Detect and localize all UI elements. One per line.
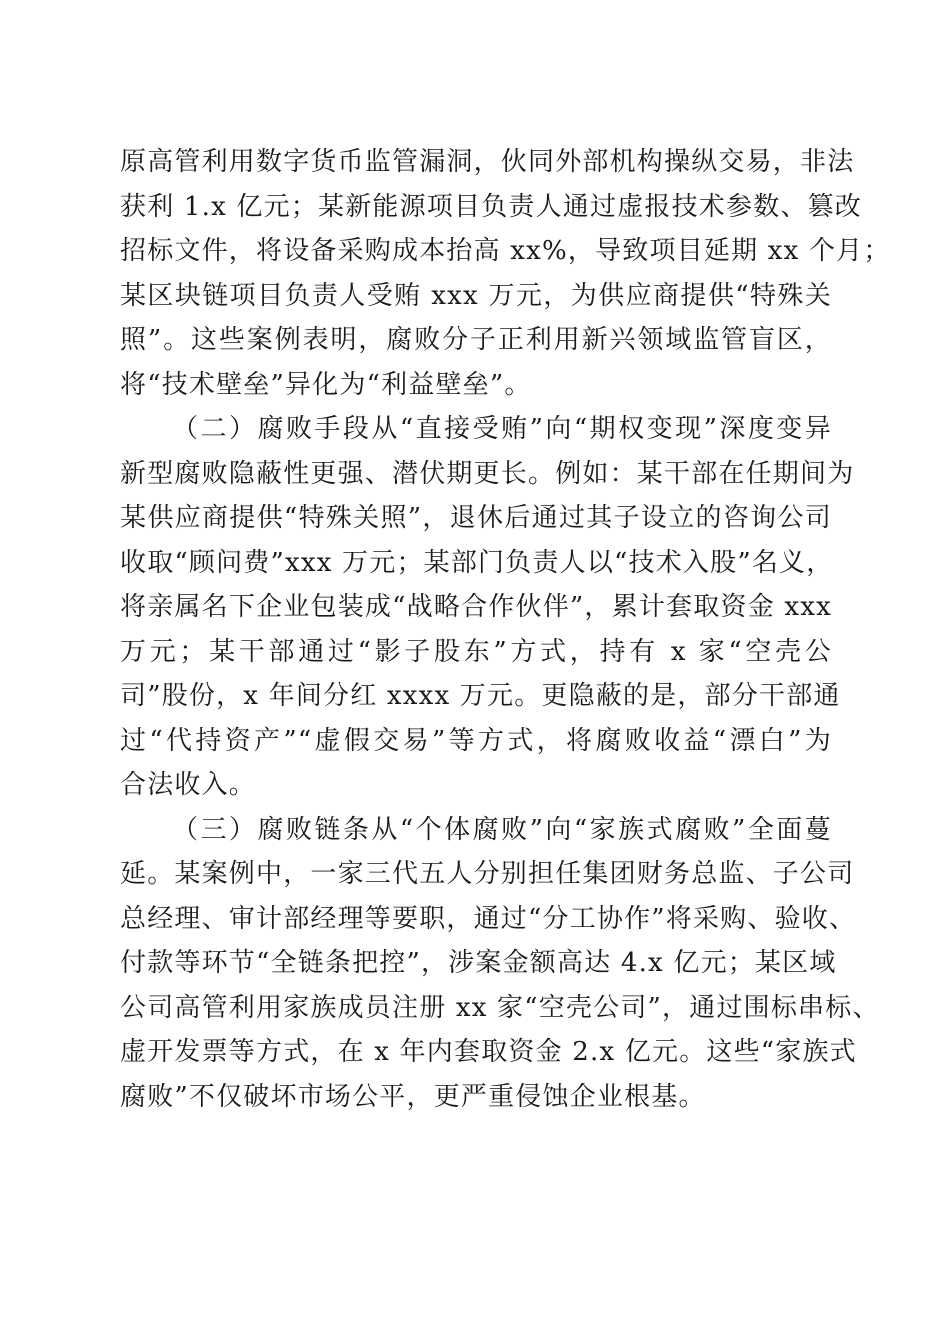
paragraph-3 [120, 808, 880, 1120]
paragraph-2 [120, 407, 855, 808]
paragraph-1 [120, 140, 891, 407]
text-line: 将亲属名下企业包装成“战略合作伙伴”，累计套取资金 xxx [120, 592, 832, 622]
text-line: 虚开发票等方式，在 x 年内套取资金 2.x 亿元。这些“家族式 [120, 1037, 857, 1067]
text-line: 司”股份，x 年间分红 xxxx 万元。更隐蔽的是，部分干部通 [120, 681, 841, 711]
text-line: 付款等环节“全链条把控”，涉案金额高达 4.x 亿元；某区域 [120, 948, 837, 978]
text-line: 照”。这些案例表明，腐败分子正利用新兴领域监管盲区， [120, 325, 832, 355]
document-body [120, 140, 891, 1119]
text-line: 总经理、审计部经理等要职，通过“分工协作”将采购、验收、 [120, 903, 857, 934]
text-line: 获利 1.x 亿元；某新能源项目负责人通过虚报技术参数、篡改 [120, 191, 862, 222]
text-line: 招标文件，将设备采购成本抬高 xx%，导致项目延期 xx 个月； [120, 236, 891, 266]
text-line: 将“技术壁垒”异化为“利益壁垒”。 [120, 369, 532, 400]
text-line: 某供应商提供“特殊关照”，退休后通过其子设立的咨询公司 [120, 503, 832, 533]
text-line: 合法收入。 [120, 770, 257, 800]
section-heading-line: （二）腐败手段从“直接受贿”向“期权变现”深度变异 [172, 414, 832, 444]
text-line: 新型腐败隐蔽性更强、潜伏期更长。例如：某干部在任期间为 [120, 458, 855, 489]
text-line: 万元；某干部通过“影子股东”方式，持有 x 家“空壳公 [120, 636, 832, 667]
text-line: 某区块链项目负责人受贿 xxx 万元，为供应商提供“特殊关 [120, 280, 832, 311]
text-line: 延。某案例中，一家三代五人分别担任集团财务总监、子公司 [120, 859, 855, 889]
text-line: 腐败”不仅破坏市场公平，更严重侵蚀企业根基。 [120, 1081, 706, 1112]
text-line: 过“代持资产”“虚假交易”等方式，将腐败收益“漂白”为 [120, 725, 832, 756]
text-line: 原高管利用数字货币监管漏洞，伙同外部机构操纵交易，非法 [120, 147, 855, 177]
section-heading-line: （三）腐败链条从“个体腐败”向“家族式腐败”全面蔓 [172, 814, 832, 845]
text-line: 收取“顾问费”xxx 万元；某部门负责人以“技术入股”名义， [120, 547, 834, 578]
text-line: 公司高管利用家族成员注册 xx 家“空壳公司”，通过围标串标、 [120, 992, 880, 1023]
